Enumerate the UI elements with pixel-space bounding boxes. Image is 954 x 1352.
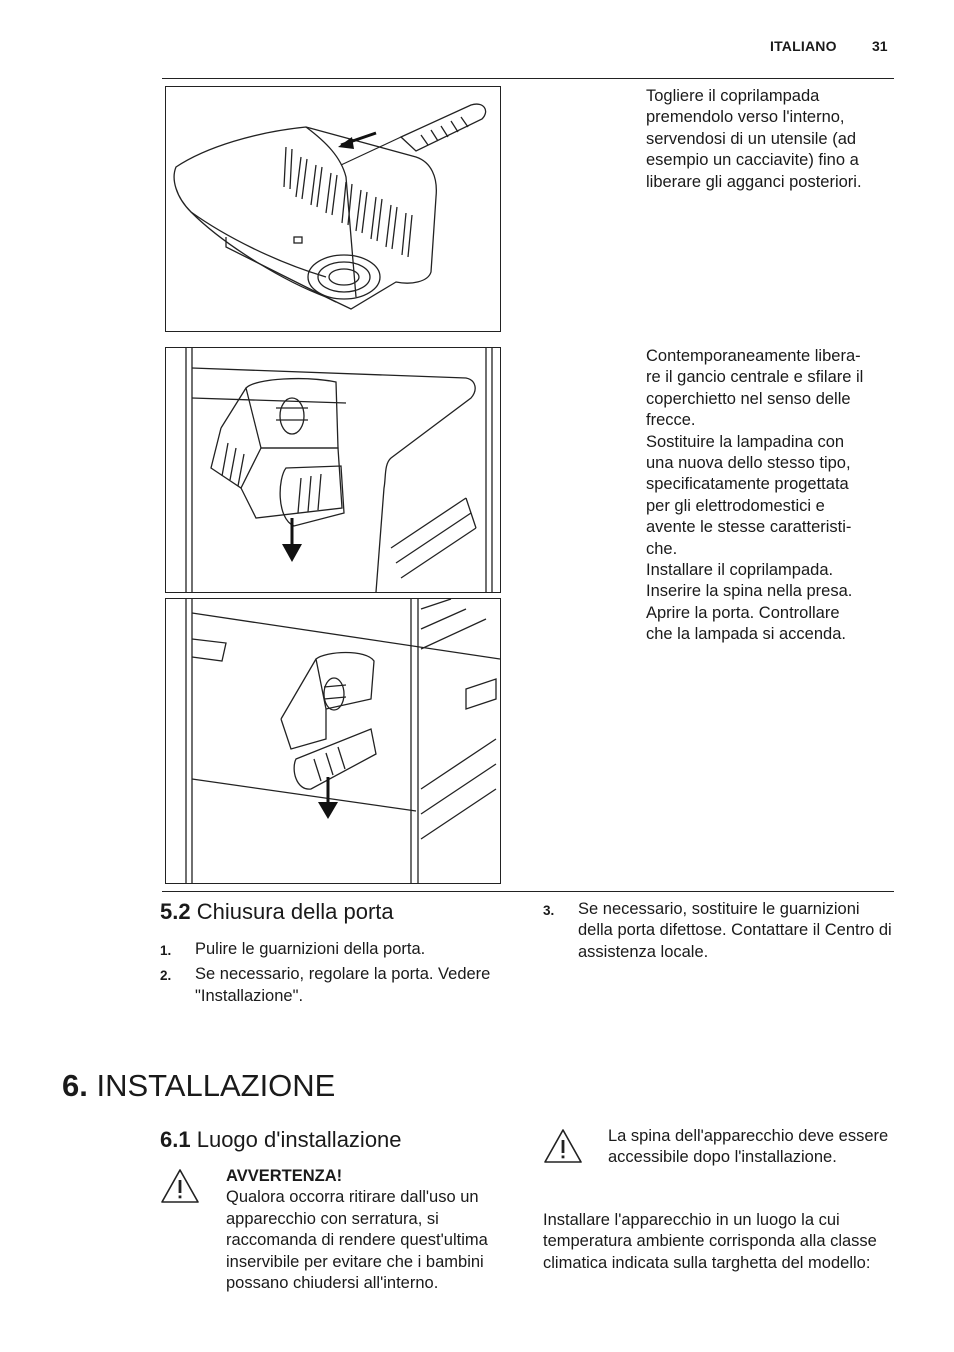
instruction-line: che la lampada si accenda.: [646, 625, 846, 644]
list-item-number: 2.: [160, 968, 172, 984]
list-item-text: Se necessario, sostituire le guarnizioni della porta difettose. Contattare il Centro di assistenza locale.: [578, 900, 892, 961]
installation-location-text: Installare l'apparecchio in un luogo la cui temperatura ambiente corrisponda alla classe climatica indicata sulla targhetta del modello:: [543, 1211, 877, 1272]
header-language: ITALIANO: [770, 38, 837, 54]
figure-lamp-cover-screwdriver: [165, 86, 501, 332]
warning-block: [226, 1166, 516, 1294]
section-number: 6.1: [160, 1127, 191, 1152]
door-closing-list-right: [543, 899, 893, 967]
section-rule: [162, 891, 894, 892]
section-title: Chiusura della porta: [196, 899, 394, 924]
instruction-line: Installare il coprilampada.: [646, 561, 834, 580]
instruction-line: Inserire la spina nella presa.: [646, 582, 853, 601]
instruction-release-hook: [646, 346, 896, 646]
instruction-line: frecce.: [646, 411, 696, 430]
list-item-number: 3.: [543, 903, 555, 918]
lamp-cover-screwdriver-illustration: [166, 87, 500, 331]
instruction-line: Sostituire la lampadina con: [646, 432, 845, 451]
instruction-line: re il gancio centrale e sfilare il: [646, 368, 864, 387]
section-5-2-heading: [160, 899, 520, 925]
instruction-line: una nuova dello stesso tipo,: [646, 454, 851, 473]
warning-triangle-icon: [160, 1168, 200, 1204]
instruction-line: Aprire la porta. Controllare: [646, 603, 840, 622]
warning-title: AVVERTENZA!: [226, 1167, 343, 1185]
list-item-text: Pulire le guarnizioni della porta.: [195, 940, 426, 958]
lamp-installed-illustration: [166, 599, 500, 883]
instruction-line: che.: [646, 539, 678, 558]
instruction-line: coperchietto nel senso delle: [646, 389, 851, 408]
instruction-remove-cover: Togliere il coprilampada premendolo verso l'interno, servendosi di un utensile (ad esempio un cacciavite) fino a liberare gli agganci posteriori.: [646, 87, 862, 191]
chapter-number: 6.: [62, 1068, 88, 1103]
list-item-number: 1.: [160, 943, 172, 958]
chapter-title: INSTALLAZIONE: [96, 1068, 336, 1103]
list-item: [160, 964, 512, 1007]
figure-lamp-installed: [165, 598, 501, 884]
instruction-line: avente le stesse caratteristi-: [646, 518, 852, 537]
list-item: [543, 899, 893, 963]
section-6-1-heading: [160, 1127, 520, 1153]
list-item: [160, 939, 512, 960]
section-title: Luogo d'installazione: [196, 1127, 402, 1152]
chapter-6-heading: [62, 1068, 662, 1104]
caution-triangle-icon: [543, 1128, 583, 1164]
warning-text: Qualora occorra ritirare dall'uso un apparecchio con serratura, si raccomanda di rendere quest'ultima inservibile per evitare che i bambini possano chiudersi all'interno.: [226, 1188, 488, 1293]
list-item-text: Se necessario, regolare la porta. Vedere "Installazione".: [195, 965, 491, 1005]
instruction-line: per gli elettrodomestici e: [646, 496, 825, 515]
figure-release-hook: [165, 347, 501, 593]
door-closing-list-left: [160, 939, 512, 1011]
page-number: 31: [872, 38, 888, 54]
section-number: 5.2: [160, 899, 191, 924]
release-hook-illustration: [166, 348, 500, 592]
instruction-line: Contemporaneamente libera-: [646, 347, 861, 365]
instruction-line: specificatamente progettata: [646, 475, 849, 494]
header-rule: [162, 78, 894, 79]
caution-text: La spina dell'apparecchio deve essere accessibile dopo l'installazione.: [608, 1127, 889, 1167]
